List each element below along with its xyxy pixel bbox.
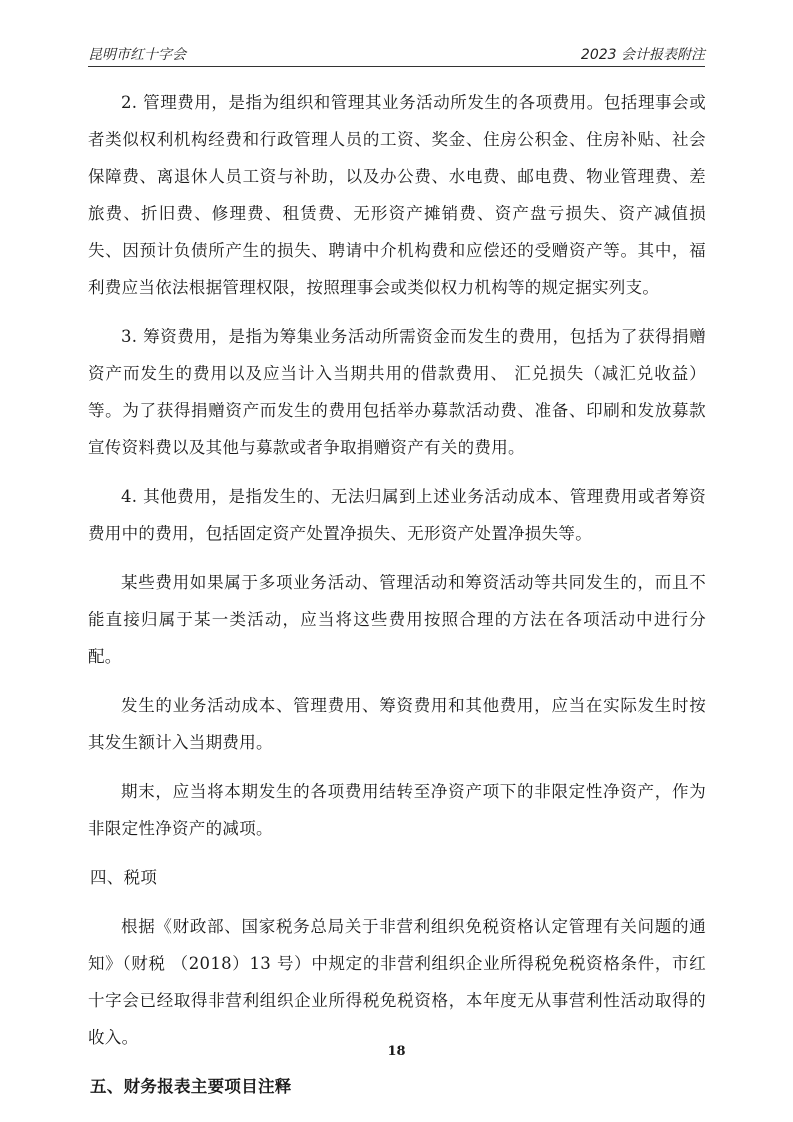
paragraph-period-end-transfer: 期末，应当将本期发生的各项费用结转至净资产项下的非限定性净资产，作为非限定性净资产的减项。 [88,782,706,838]
paragraph-expense-allocation: 某些费用如果属于多项业务活动、管理活动和筹资活动等共同发生的，而且不能直接归属于某一类活动，应当将这些费用按照合理的方法在各项活动中进行分配。 [88,573,706,666]
header-org-name: 昆明市红十字会 [88,47,186,63]
header-divider [88,66,705,67]
section-heading-tax: 四、税项 [90,868,158,887]
page-number: 18 [387,1044,406,1059]
page-header [88,44,705,66]
section-heading-statement-notes: 五、财务报表主要项目注释 [90,1077,292,1096]
paragraph-expense-recognition: 发生的业务活动成本、管理费用、筹资费用和其他费用，应当在实际发生时按其发生额计入当期费用。 [88,696,706,752]
header-doc-title: 2023 会计报表附注 [580,47,705,63]
paragraph-other-expenses: 4. 其他费用，是指发生的、无法归属到上述业务活动成本、管理费用或者筹资费用中的费用，包括固定资产处置净损失、无形资产处置净损失等。 [88,487,706,543]
paragraph-tax-exemption: 根据《财政部、国家税务总局关于非营利组织免税资格认定管理有关问题的通知》（财税 （2018）13 号）中规定的非营利组织企业所得税免税资格条件，市红十字会已经取得非营利组织企业所得税免税资格，本年度无从事营利性活动取得的收入。 [88,917,706,1047]
paragraph-fundraising-expenses: 3. 筹资费用，是指为筹集业务活动所需资金而发生的费用，包括为了获得捐赠资产而发生的费用以及应当计入当期共用的借款费用、 汇兑损失（减汇兑收益）等。为了获得捐赠资产而发生的费用包括举办募款活动费、准备、印刷和发放募款宣传资料费以及其他与募款或者争取捐赠资产有关的费用。 [88,327,706,457]
document-body [88,84,706,1117]
paragraph-management-expenses: 2. 管理费用，是指为组织和管理其业务活动所发生的各项费用。包括理事会或者类似权利机构经费和行政管理人员的工资、奖金、住房公积金、住房补贴、社会保障费、离退休人员工资与补助，以及办公费、水电费、邮电费、物业管理费、差旅费、折旧费、修理费、租赁费、无形资产摊销费、资产盘亏损失、资产减值损失、因预计负债所产生的损失、聘请中介机构费和应偿还的受赠资产等。其中，福利费应当依法根据管理权限，按照理事会或类似权力机构等的规定据实列支。 [88,93,706,297]
